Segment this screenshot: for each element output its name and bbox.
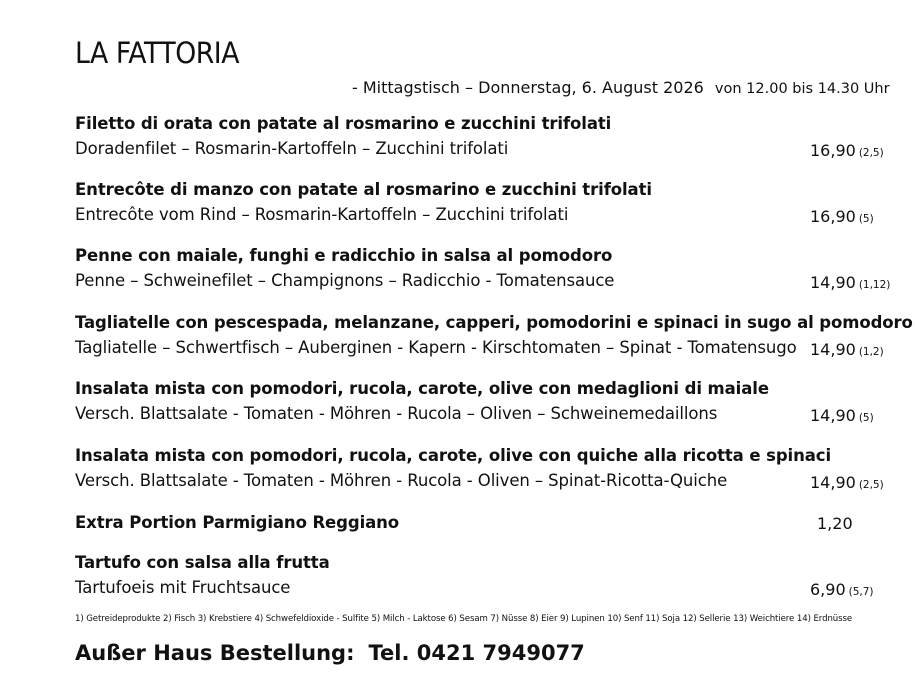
dish-name-italian: Tartufo con salsa alla frutta [75,553,330,572]
dish-price [810,473,884,492]
allergen-codes: (1,12) [858,279,891,291]
restaurant-title: LA FATTORIA [75,36,240,70]
dish-name-italian: Penne con maiale, funghi e radicchio in salsa al pomodoro [75,246,613,265]
dish-name-german: Versch. Blattsalate - Tomaten - Möhren - Rucola – Oliven – Schweinemedaillons [75,404,718,423]
dish-name-german: Tartufoeis mit Fruchtsauce [75,578,291,597]
price-value: 14,90 [810,340,856,359]
dish-name-italian: Tagliatelle con pescespada, melanzane, capperi, pomodorini e spinaci in sugo al pomodoro [75,313,913,332]
dish-name-german: Versch. Blattsalate - Tomaten - Möhren - Rucola - Oliven – Spinat-Ricotta-Quiche [75,471,728,490]
menu-subtitle [352,78,890,97]
menu-item [75,114,905,164]
menu-item [75,313,913,363]
dish-name-italian: Entrecôte di manzo con patate al rosmarino e zucchini trifolati [75,180,652,199]
takeaway-label: Außer Haus Bestellung: [75,641,355,665]
takeaway-order-line [75,641,585,665]
menu-item [75,446,905,496]
allergen-codes: (5,7) [848,586,874,598]
price-value: 14,90 [810,406,856,425]
dish-price [810,141,884,160]
phone-number: Tel. 0421 7949077 [368,641,585,665]
dish-price [810,580,874,599]
dish-name-german: Doradenfilet – Rosmarin-Kartoffeln – Zucchini trifolati [75,139,509,158]
price-value: 1,20 [817,514,853,533]
dish-name-italian: Filetto di orata con patate al rosmarino e zucchini trifolati [75,114,612,133]
menu-item [75,553,905,603]
dish-name-german: Tagliatelle – Schwertfisch – Auberginen - Kapern - Kirschtomaten – Spinat - Tomatensugo [75,338,797,357]
dish-name-german: Entrecôte vom Rind – Rosmarin-Kartoffeln – Zucchini trifolati [75,205,569,224]
allergen-legend: 1) Getreideprodukte 2) Fisch 3) Krebstiere 4) Schwefeldioxide - Sulfite 5) Milch - Laktose 6) Sesam 7) Nüsse 8) Eier 9) Lupinen 10) Senf 11) Soja 12) Sellerie 13) Weichtiere 14) Erdnüsse [75,614,853,624]
dish-price [817,514,853,533]
dish-price [810,406,874,425]
dish-name-italian: Insalata mista con pomodori, rucola, carote, olive con medaglioni di maiale [75,379,769,398]
price-value: 14,90 [810,273,856,292]
dish-name-italian: Extra Portion Parmigiano Reggiano [75,513,400,532]
price-value: 14,90 [810,473,856,492]
menu-item [75,180,905,230]
dish-name-german: Penne – Schweinefilet – Champignons – Radicchio - Tomatensauce [75,271,615,290]
menu-date: - Mittagstisch – Donnerstag, 6. August 2026 [352,78,704,97]
price-value: 6,90 [810,580,846,599]
price-value: 16,90 [810,141,856,160]
menu-item [75,246,905,296]
allergen-codes: (1,2) [858,346,884,358]
dish-price [810,207,874,226]
dish-price [810,273,890,292]
dish-name-italian: Insalata mista con pomodori, rucola, carote, olive con quiche alla ricotta e spinaci [75,446,831,465]
menu-item [75,379,905,429]
price-value: 16,90 [810,207,856,226]
serving-time: von 12.00 bis 14.30 Uhr [714,81,890,97]
allergen-codes: (2,5) [858,479,884,491]
allergen-codes: (2,5) [858,147,884,159]
dish-price [810,340,884,359]
allergen-codes: (5) [858,412,874,424]
allergen-codes: (5) [858,213,874,225]
